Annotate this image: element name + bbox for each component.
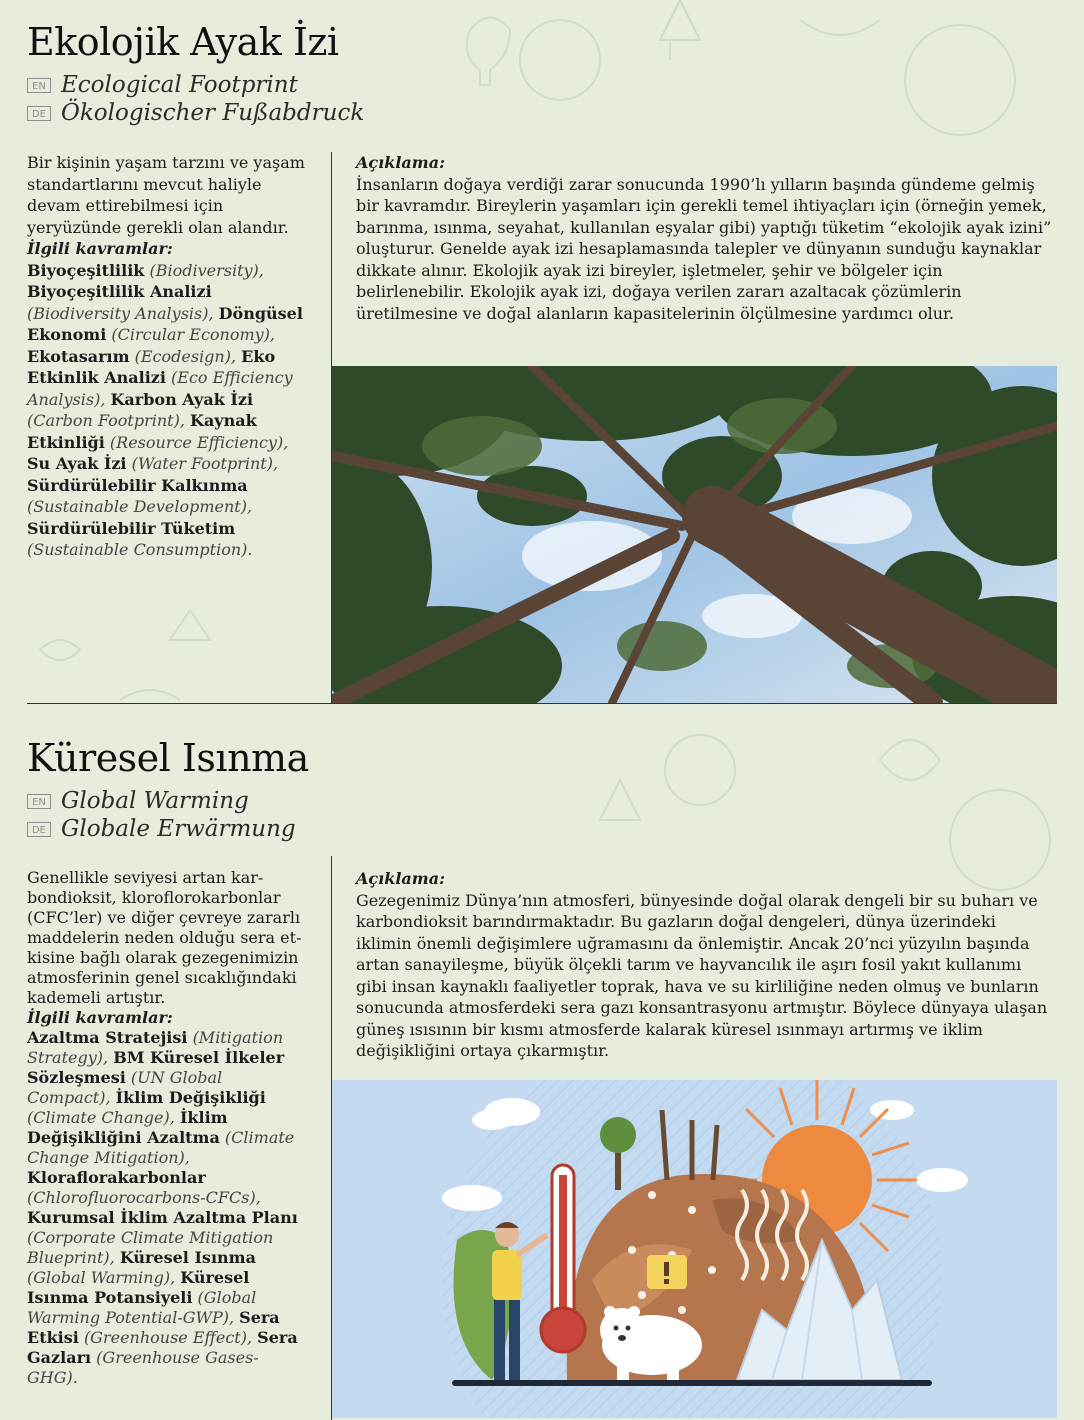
related-heading: İlgili kavramlar: xyxy=(27,239,173,258)
related-term-en: (Eco Efficiency Analysis), xyxy=(27,368,293,409)
related-term-tr: Sürdürülebilir Kalkınma xyxy=(27,475,248,495)
translation-de xyxy=(27,100,364,126)
related-term-tr: Karbon Ayak İzi xyxy=(110,389,254,409)
explanation-heading: Açıklama: xyxy=(356,153,445,172)
related-term-en: (Water Footprint), xyxy=(131,454,279,473)
lang-tag-de: DE xyxy=(27,106,51,121)
related-term-en: (Greenhouse Gases-GHG). xyxy=(27,1348,259,1387)
related-term-tr: Eko Etkinlik Analizi xyxy=(27,346,276,387)
related-term-tr: Küresel Isınma Potansiyeli xyxy=(27,1268,250,1307)
explanation-heading: Açıklama: xyxy=(356,869,445,888)
entry-ecological-footprint xyxy=(0,0,1084,704)
related-term-tr: Sera Gazları xyxy=(27,1328,298,1367)
related-term-tr: Küresel Isınma xyxy=(119,1248,256,1267)
related-term-en: (Global Warming Potential-GWP), xyxy=(27,1288,257,1327)
global-warming-illustration xyxy=(332,1080,1057,1418)
related-term-en: (Sustainable Consumption). xyxy=(27,540,253,559)
entry-title: Küresel Isınma xyxy=(27,736,309,780)
related-term-tr: Ekotasarım xyxy=(27,346,130,366)
explanation-block xyxy=(356,868,1056,1062)
related-term-en: (Mitigation Strategy), xyxy=(27,1028,284,1067)
related-term-tr: Kaynak Etkinliği xyxy=(27,411,257,452)
related-term-en: (Biodiversity Analysis), xyxy=(27,303,214,323)
lang-tag-en: EN xyxy=(27,794,51,809)
related-term-tr: Kloraflorakarbonlar xyxy=(27,1168,206,1187)
related-term-tr: Kurumsal İklim Azaltma Planı xyxy=(27,1208,298,1227)
related-term-en: (Resource Efficiency), xyxy=(109,432,289,452)
explanation-text: İnsanların doğaya verdiği zarar sonucunda 1990’lı yılların başında gündeme gelmiş bir kavramdır. Bireylerin yaşamları için gerekli temel ihtiyaçları için (örneğin yemek, barınma, ısınma, seyahat, kullanılan eşyalar gibi) yaptığı tüketim “ekolojik ayak izini” oluşturur. Genelde ayak izi hesaplamasında talepler ve dünyanın sunduğu kaynaklar dikkate alınır. Ekolojik ayak izi bireyler, işletmeler, şehir ve bölgeler için belirlenebilir. Ekolojik ayak izi, doğaya verilen zararı azaltacak çözümlerin üretilmesine ve doğal alanların kapasitelerinin ölçülmesine yardımcı olur. xyxy=(356,174,1052,323)
related-term-en: (Climate Change), xyxy=(27,1108,175,1127)
translation-de-text: Globale Erwärmung xyxy=(61,816,296,842)
related-term-en: (Biodiversity), xyxy=(149,260,264,280)
related-term-en: (Sustainable Development), xyxy=(27,497,253,516)
related-term-tr: Döngüsel Ekonomi xyxy=(27,303,303,344)
translation-en-text: Global Warming xyxy=(61,788,249,814)
lang-tag-en: EN xyxy=(27,78,51,93)
related-term-tr: Biyoçeşitlilik Analizi xyxy=(27,282,212,301)
entry-global-warming xyxy=(0,704,1084,1420)
explanation-block xyxy=(356,152,1056,324)
left-column xyxy=(27,868,309,1388)
forest-canopy-photo xyxy=(332,366,1057,703)
related-term-en: (Global Warming), xyxy=(27,1268,176,1287)
left-column xyxy=(27,152,309,561)
related-term-tr: Su Ayak İzi xyxy=(27,454,127,473)
related-term-tr: Azaltma Stratejisi xyxy=(27,1028,188,1047)
related-term-en: (Carbon Footprint), xyxy=(27,411,185,430)
explanation-text: Gezegenimiz Dünya’nın atmosferi, bünyesinde doğal olarak dengeli bir su buharı ve karbondioksit barındırmaktadır. Bu gazların doğal dengeleri, dünya üzerindeki iklimin önemli değişimlere uğramasını da önlemiştir. Ancak 20’nci yüzyılın başında artan sanayileşme, büyük ölçekli tarım ve hayvancılık ile aşırı fosil yakıt kullanımı gibi insan kaynaklı faaliyetler toprak, hava ve su kirliliğine neden olmuş ve bunların sonucunda atmosferdeki sera gazı konsantrasyonu artmıştır. Böylece dünyaya ulaşan güneş ısısının bir kısmı atmosferde kalarak küresel ısınmayı artırmış ve iklim değişikliğini ortaya çıkarmıştır. xyxy=(356,890,1048,1060)
related-term-en: (Greenhouse Effect), xyxy=(83,1328,253,1347)
related-term-tr: İklim Değişikliğini Azaltma xyxy=(27,1108,228,1147)
definition: Bir kişinin yaşam tarzını ve yaşam standartlarını mevcut haliyle devam ettirebilmesi için yeryüzünde gerekli olan alandır. xyxy=(27,153,305,237)
related-term-en: (Climate Change Mitigation), xyxy=(27,1128,295,1167)
related-term-tr: Sürdürülebilir Tüketim xyxy=(27,518,236,538)
related-term-tr: Sera Etkisi xyxy=(27,1308,280,1347)
translation-en xyxy=(27,72,298,98)
related-term-en: (UN Global Compact), xyxy=(27,1068,223,1107)
related-term-en: (Circular Economy), xyxy=(111,325,276,344)
related-term-en: (Ecodesign), xyxy=(134,346,237,366)
translation-en xyxy=(27,788,249,814)
related-term-en: (Chlorofluorocarbons-CFCs), xyxy=(27,1188,261,1207)
entry-title: Ekolojik Ayak İzi xyxy=(27,20,339,64)
definition: Genellikle seviyesi artan kar-bondioksit, kloroflorokarbonlar (CFC’ler) ve diğer çevreye zararlı maddelerin neden olduğu sera et-kisine bağlı olarak gezegenimizin atmosferinin genel sıcaklığındaki kademeli artıştır. xyxy=(27,868,302,1007)
related-term-tr: İklim Değişikliği xyxy=(115,1088,266,1107)
related-term-tr: BM Küresel İlkeler Sözleşmesi xyxy=(27,1048,285,1087)
translation-en-text: Ecological Footprint xyxy=(61,72,298,98)
related-heading: İlgili kavramlar: xyxy=(27,1008,173,1027)
related-terms xyxy=(27,260,309,561)
translation-de xyxy=(27,816,296,842)
translation-de-text: Ökologischer Fußabdruck xyxy=(61,100,365,126)
related-terms xyxy=(27,1028,309,1388)
related-term-tr: Biyoçeşitlilik xyxy=(27,260,145,280)
lang-tag-de: DE xyxy=(27,822,51,837)
related-term-en: (Corporate Climate Mitigation Blueprint), xyxy=(27,1228,274,1267)
